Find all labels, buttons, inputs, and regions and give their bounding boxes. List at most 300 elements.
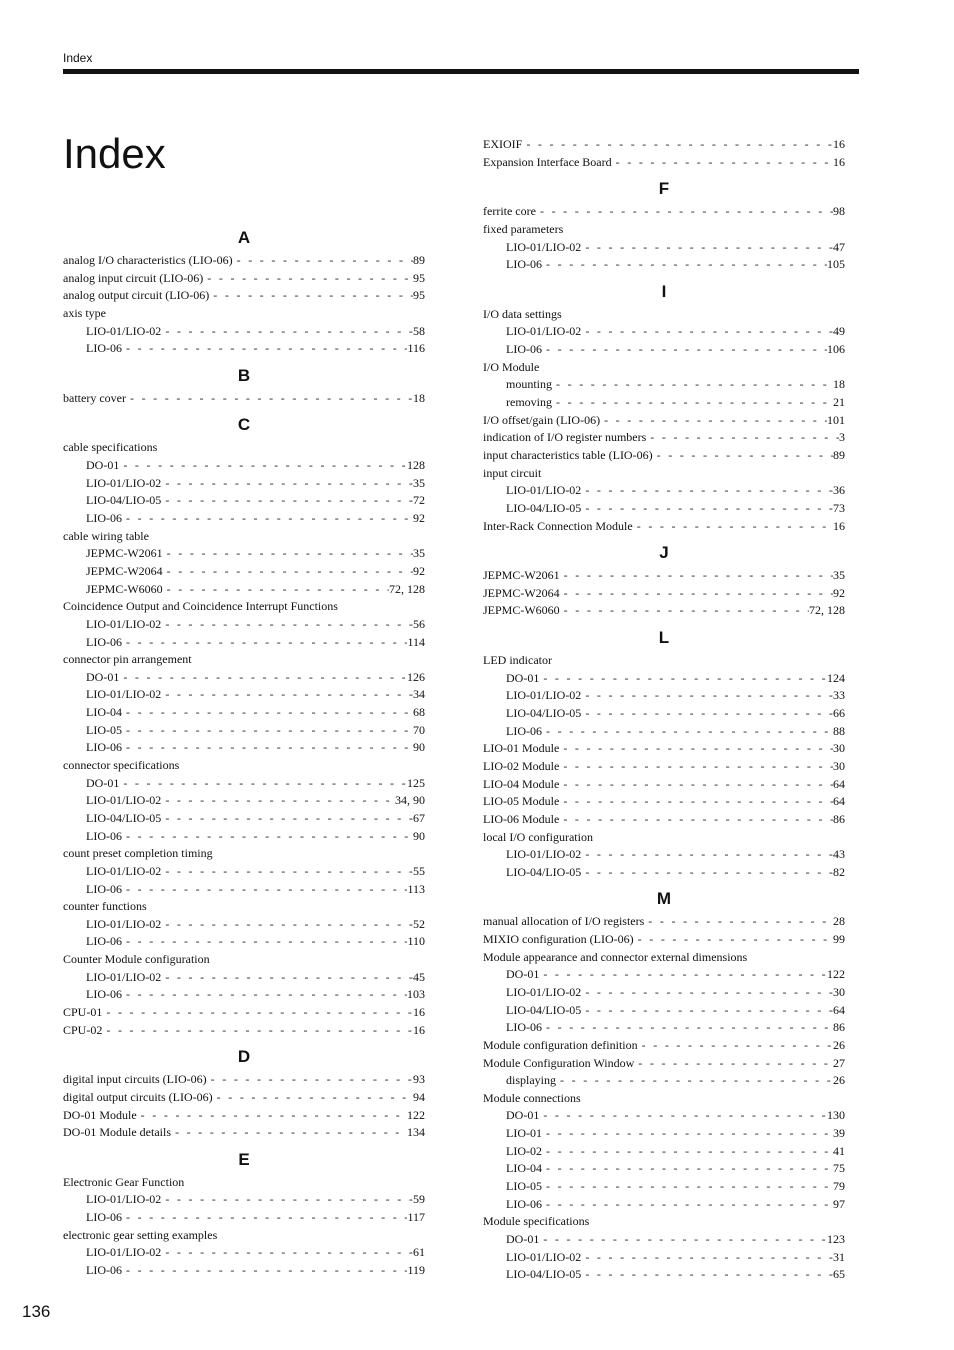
section-letter: M: [656, 889, 672, 909]
index-subentry: [483, 1196, 845, 1214]
dot-leader: [102, 1022, 413, 1040]
index-subentry: [483, 1249, 845, 1267]
dot-leader: [560, 585, 833, 603]
entry-text: connector specifications: [63, 758, 180, 773]
index-entry: [63, 951, 425, 969]
entry-text: local I/O configuration: [483, 829, 593, 844]
index-section: [63, 362, 425, 408]
index-entry: [63, 252, 425, 270]
entry-page-ref: 36: [833, 483, 845, 498]
index-entry: [483, 949, 845, 967]
section-letter: E: [238, 1149, 250, 1169]
entry-page-ref: 122: [407, 1107, 425, 1122]
entry-text: mounting: [506, 377, 553, 392]
entry-text: LIO-01/LIO-02: [506, 984, 582, 999]
entry-page-ref: 86: [833, 1020, 845, 1035]
entry-text: LIO-01 Module: [483, 741, 560, 756]
dot-leader: [119, 457, 407, 475]
index-subentry: [63, 1244, 425, 1262]
index-entry: [483, 652, 845, 670]
entry-page-ref: 113: [407, 881, 425, 896]
index-subentry: [63, 634, 425, 652]
entry-text: LIO-01/LIO-02: [86, 687, 162, 702]
index-subentry: [63, 1262, 425, 1280]
entry-text: CPU-01: [63, 1004, 103, 1019]
index-entry: [483, 154, 845, 172]
entry-text: JEPMC-W2061: [86, 546, 163, 561]
dot-leader: [122, 510, 413, 528]
index-subentry: [63, 563, 425, 581]
entry-page-ref: 16: [833, 137, 845, 151]
entry-text: removing: [506, 395, 552, 410]
entry-page-ref: 79: [833, 1179, 845, 1194]
dot-leader: [542, 256, 827, 274]
entry-text: connector pin arrangement: [63, 652, 192, 667]
dot-leader: [161, 810, 413, 828]
entry-text: LIO-06: [506, 257, 542, 272]
index-subentry: [483, 323, 845, 341]
index-entry: [483, 203, 845, 221]
dot-leader: [653, 447, 833, 465]
index-subentry: [63, 457, 425, 475]
entry-page-ref: 106: [827, 342, 845, 357]
entry-text: LIO-06: [506, 1020, 542, 1035]
index-column-left: [63, 220, 425, 1280]
section-letter: A: [237, 228, 251, 247]
dot-leader: [161, 969, 413, 987]
dot-leader: [559, 793, 833, 811]
entry-text: counter functions: [63, 899, 147, 914]
section-letter: J: [659, 543, 669, 563]
entry-text: analog I/O characteristics (LIO-06): [63, 253, 233, 267]
entry-page-ref: 90: [413, 828, 425, 843]
dot-leader: [559, 758, 833, 776]
entry-text: LIO-06: [86, 987, 122, 1002]
dot-leader: [581, 482, 833, 500]
dot-leader: [161, 323, 413, 341]
entry-text: I/O Module: [483, 359, 540, 374]
entry-page-ref: 16: [413, 1004, 425, 1019]
entry-text: cable specifications: [63, 440, 158, 455]
dot-leader: [126, 390, 413, 408]
entry-text: input circuit: [483, 465, 542, 480]
entry-text: Counter Module configuration: [63, 952, 210, 967]
dot-leader: [161, 475, 413, 493]
index-subentry: [63, 881, 425, 899]
entry-text: LIO-05: [86, 722, 122, 737]
index-entry: [63, 1022, 425, 1040]
entry-text: LED indicator: [483, 653, 552, 668]
index-subentry: [63, 545, 425, 563]
dot-leader: [559, 776, 833, 794]
index-entry: [483, 811, 845, 829]
entry-text: analog input circuit (LIO-06): [63, 270, 204, 285]
index-subentry: [483, 864, 845, 882]
entry-page-ref: 26: [833, 1073, 845, 1088]
index-subentry: [483, 1231, 845, 1249]
entry-page-ref: 89: [833, 447, 845, 462]
entry-text: battery cover: [63, 390, 126, 405]
dot-leader: [163, 563, 413, 581]
index-subentry: [63, 792, 425, 810]
dot-leader: [556, 1072, 833, 1090]
index-subentry: [63, 916, 425, 934]
dot-leader: [542, 341, 827, 359]
index-subentry: [483, 1107, 845, 1125]
entry-text: I/O offset/gain (LIO-06): [483, 412, 601, 427]
index-entry: [63, 898, 425, 916]
index-entry: [483, 1213, 845, 1231]
dot-leader: [646, 429, 839, 447]
entry-page-ref: 92: [413, 563, 425, 578]
dot-leader: [122, 1262, 407, 1280]
header-rule: [63, 69, 859, 74]
index-entry: [483, 465, 845, 483]
dot-leader: [122, 722, 413, 740]
entry-text: fixed parameters: [483, 221, 564, 236]
index-section: [63, 224, 425, 358]
entry-page-ref: 94: [413, 1089, 425, 1104]
entry-text: manual allocation of I/O registers: [483, 914, 645, 929]
index-entry: [483, 829, 845, 847]
entry-page-ref: 123: [827, 1231, 845, 1246]
entry-text: DO-01: [506, 670, 540, 685]
entry-page-ref: 95: [413, 270, 425, 285]
index-entry: [63, 439, 425, 457]
entry-text: displaying: [506, 1073, 556, 1088]
entry-text: JEPMC-W2061: [483, 568, 560, 583]
entry-text: LIO-04/LIO-05: [86, 493, 162, 508]
entry-text: LIO-05 Module: [483, 794, 560, 809]
entry-text: LIO-04/LIO-05: [506, 864, 582, 879]
index-entry: [483, 931, 845, 949]
index-entry: [483, 1090, 845, 1108]
entry-text: LIO-04: [506, 1161, 542, 1176]
entry-page-ref: 59: [413, 1192, 425, 1207]
entry-page-ref: 28: [833, 914, 845, 929]
index-subentry: [483, 1143, 845, 1161]
index-entry: [63, 1124, 425, 1142]
entry-text: LIO-04/LIO-05: [506, 500, 582, 515]
entry-page-ref: 16: [413, 1022, 425, 1037]
entry-text: Module connections: [483, 1090, 581, 1105]
entry-text: LIO-01/LIO-02: [86, 916, 162, 931]
index-subentry: [63, 933, 425, 951]
index-subentry: [483, 1160, 845, 1178]
entry-text: LIO-06: [86, 341, 122, 356]
dot-leader: [171, 1124, 407, 1142]
entry-text: input characteristics table (LIO-06): [483, 447, 653, 462]
entry-text: DO-01 Module: [63, 1107, 137, 1122]
entry-page-ref: 72, 128: [389, 581, 425, 596]
dot-leader: [161, 792, 395, 810]
dot-leader: [581, 984, 833, 1002]
entry-page-ref: 39: [833, 1126, 845, 1141]
index-entry: [483, 221, 845, 239]
dot-leader: [203, 270, 413, 288]
entry-text: cable wiring table: [63, 528, 149, 543]
index-subentry: [483, 846, 845, 864]
entry-text: LIO-06: [86, 1263, 122, 1278]
index-subentry: [483, 687, 845, 705]
entry-page-ref: 35: [833, 568, 845, 583]
entry-text: DO-01: [86, 669, 120, 684]
section-letter: C: [237, 415, 251, 435]
index-subentry: [63, 810, 425, 828]
entry-page-ref: 125: [407, 775, 425, 790]
section-letter: F: [658, 179, 670, 199]
dot-leader: [539, 966, 827, 984]
entry-page-ref: 105: [827, 257, 845, 272]
entry-page-ref: 92: [833, 585, 845, 600]
entry-text: Inter-Rack Connection Module: [483, 518, 633, 533]
entry-page-ref: 72, 128: [809, 603, 845, 618]
dot-leader: [122, 933, 407, 951]
dot-leader: [559, 740, 833, 758]
entry-text: JEPMC-W2064: [483, 585, 560, 600]
entry-page-ref: 55: [413, 863, 425, 878]
entry-page-ref: 61: [413, 1245, 425, 1260]
index-entry: [483, 447, 845, 465]
index-entry: [483, 740, 845, 758]
page-title: Index: [63, 130, 166, 177]
entry-page-ref: 30: [833, 758, 845, 773]
index-entry: [483, 602, 845, 620]
entry-page-ref: 124: [827, 670, 845, 685]
entry-page-ref: 64: [833, 776, 845, 791]
entry-page-ref: 16: [833, 518, 845, 533]
index-entry: [63, 270, 425, 288]
index-entry: [483, 776, 845, 794]
entry-text: LIO-02: [506, 1143, 542, 1158]
entry-text: DO-01: [506, 1231, 540, 1246]
dot-leader: [600, 412, 827, 430]
entry-text: LIO-06: [506, 342, 542, 357]
entry-page-ref: 27: [833, 1055, 845, 1070]
index-subentry: [483, 1266, 845, 1284]
entry-text: Expansion Interface Board: [483, 154, 612, 169]
dot-leader: [542, 723, 833, 741]
entry-page-ref: 34: [413, 687, 425, 702]
dot-leader: [119, 775, 407, 793]
entry-page-ref: 58: [413, 323, 425, 338]
entry-page-ref: 31: [833, 1249, 845, 1264]
index-entry: [63, 1107, 425, 1125]
entry-text: JEPMC-W6060: [86, 581, 163, 596]
entry-page-ref: 30: [833, 984, 845, 999]
dot-leader: [612, 154, 833, 172]
entry-page-ref: 64: [833, 794, 845, 809]
entry-page-ref: 99: [833, 932, 845, 947]
index-subentry: [63, 475, 425, 493]
entry-text: DO-01: [86, 775, 120, 790]
dot-leader: [581, 323, 833, 341]
index-subentry: [63, 510, 425, 528]
index-section: [483, 278, 845, 535]
dot-leader: [542, 1178, 833, 1196]
dot-leader: [122, 828, 413, 846]
entry-page-ref: 73: [833, 500, 845, 515]
index-subentry: [483, 500, 845, 518]
index-subentry: [483, 239, 845, 257]
index-entry: [63, 528, 425, 546]
index-section: [63, 411, 425, 1039]
index-entry: [483, 306, 845, 324]
entry-page-ref: 128: [407, 458, 425, 473]
dot-leader: [633, 518, 833, 536]
index-entry: [63, 598, 425, 616]
index-subentry: [63, 828, 425, 846]
entry-text: digital output circuits (LIO-06): [63, 1089, 213, 1104]
index-entry: [483, 136, 845, 154]
entry-text: Electronic Gear Function: [63, 1174, 185, 1189]
entry-text: LIO-06: [86, 828, 122, 843]
dot-leader: [634, 931, 833, 949]
entry-text: DO-01: [506, 967, 540, 982]
index-subentry: [483, 705, 845, 723]
entry-page-ref: 34, 90: [395, 793, 425, 808]
index-subentry: [483, 723, 845, 741]
entry-page-ref: 82: [833, 864, 845, 879]
index-entry: [63, 1089, 425, 1107]
dot-leader: [539, 1231, 827, 1249]
section-letter: I: [661, 281, 667, 301]
entry-text: EXIOIF: [483, 137, 523, 151]
entry-text: DO-01: [86, 458, 120, 473]
entry-page-ref: 45: [413, 969, 425, 984]
entry-page-ref: 93: [413, 1072, 425, 1087]
section-letter: B: [237, 365, 251, 385]
dot-leader: [213, 1089, 413, 1107]
entry-text: count preset completion timing: [63, 846, 213, 861]
entry-page-ref: 30: [833, 741, 845, 756]
entry-text: I/O data settings: [483, 306, 562, 321]
entry-text: Coincidence Output and Coincidence Interrupt Functions: [63, 599, 338, 614]
entry-text: LIO-01/LIO-02: [506, 239, 582, 254]
entry-text: LIO-06: [506, 723, 542, 738]
dot-leader: [581, 239, 833, 257]
entry-page-ref: 35: [413, 546, 425, 561]
entry-text: LIO-01/LIO-02: [86, 616, 162, 631]
index-subentry: [63, 969, 425, 987]
entry-page-ref: 64: [833, 1002, 845, 1017]
dot-leader: [207, 1071, 413, 1089]
dot-leader: [581, 687, 833, 705]
dot-leader: [559, 811, 833, 829]
entry-text: electronic gear setting examples: [63, 1227, 218, 1242]
dot-leader: [161, 1191, 413, 1209]
index-entry: [483, 567, 845, 585]
entry-text: LIO-04/LIO-05: [506, 1002, 582, 1017]
entry-text: LIO-01/LIO-02: [86, 863, 162, 878]
entry-page-ref: 72: [413, 493, 425, 508]
index-subentry: [483, 256, 845, 274]
entry-page-ref: 119: [407, 1263, 425, 1278]
entry-text: LIO-06: [86, 634, 122, 649]
entry-page-ref: 47: [833, 239, 845, 254]
dot-leader: [161, 1244, 413, 1262]
index-entry: [63, 1227, 425, 1245]
entry-text: DO-01: [506, 1108, 540, 1123]
entry-text: LIO-06 Module: [483, 811, 560, 826]
index-section: [483, 175, 845, 274]
index-subentry: [483, 482, 845, 500]
dot-leader: [581, 1266, 833, 1284]
entry-text: analog output circuit (LIO-06): [63, 288, 210, 303]
page-number: 136: [22, 1302, 51, 1321]
dot-leader: [119, 669, 407, 687]
index-subentry: [63, 669, 425, 687]
index-subentry: [63, 492, 425, 510]
entry-page-ref: 16: [833, 154, 845, 169]
entry-page-ref: 49: [833, 324, 845, 339]
entry-text: Module configuration definition: [483, 1037, 638, 1052]
dot-leader: [161, 616, 413, 634]
entry-page-ref: 114: [407, 634, 425, 649]
index-entry: [63, 1004, 425, 1022]
dot-leader: [542, 1160, 833, 1178]
dot-leader: [122, 340, 407, 358]
entry-text: digital input circuits (LIO-06): [63, 1072, 207, 1087]
entry-page-ref: 97: [833, 1196, 845, 1211]
entry-page-ref: 75: [833, 1161, 845, 1176]
index-entry: [483, 518, 845, 536]
index-subentry: [63, 739, 425, 757]
index-subentry: [483, 394, 845, 412]
index-section: [63, 1146, 425, 1280]
entry-page-ref: 92: [413, 511, 425, 526]
entry-text: LIO-01/LIO-02: [506, 483, 582, 498]
entry-page-ref: 52: [413, 916, 425, 931]
entry-text: LIO-01/LIO-02: [506, 847, 582, 862]
entry-text: LIO-01/LIO-02: [506, 1249, 582, 1264]
entry-text: LIO-04/LIO-05: [86, 810, 162, 825]
entry-page-ref: 110: [407, 934, 425, 949]
entry-page-ref: 117: [407, 1210, 425, 1225]
entry-text: Module Configuration Window: [483, 1055, 635, 1070]
entry-text: LIO-01/LIO-02: [86, 969, 162, 984]
dot-leader: [542, 1019, 833, 1037]
entry-page-ref: 35: [413, 475, 425, 490]
index-subentry: [63, 616, 425, 634]
entry-text: LIO-01/LIO-02: [86, 475, 162, 490]
index-subentry: [483, 1125, 845, 1143]
entry-page-ref: 103: [407, 987, 425, 1002]
entry-text: axis type: [63, 305, 106, 320]
entry-page-ref: 33: [833, 688, 845, 703]
dot-leader: [161, 863, 413, 881]
dot-leader: [122, 739, 413, 757]
index-subentry: [63, 581, 425, 599]
entry-page-ref: 43: [833, 847, 845, 862]
entry-text: LIO-01: [506, 1126, 542, 1141]
index-column-right: [483, 136, 845, 1284]
dot-leader: [209, 287, 413, 305]
dot-leader: [560, 567, 833, 585]
entry-text: LIO-01/LIO-02: [506, 324, 582, 339]
entry-page-ref: 41: [833, 1143, 845, 1158]
index-subentry: [63, 863, 425, 881]
dot-leader: [161, 492, 413, 510]
index-section: [483, 136, 845, 171]
entry-page-ref: 18: [413, 390, 425, 405]
index-entry: [483, 585, 845, 603]
entry-text: LIO-06: [86, 934, 122, 949]
dot-leader: [581, 500, 833, 518]
entry-page-ref: 134: [407, 1125, 425, 1140]
entry-text: DO-01 Module details: [63, 1125, 171, 1140]
dot-leader: [560, 602, 809, 620]
